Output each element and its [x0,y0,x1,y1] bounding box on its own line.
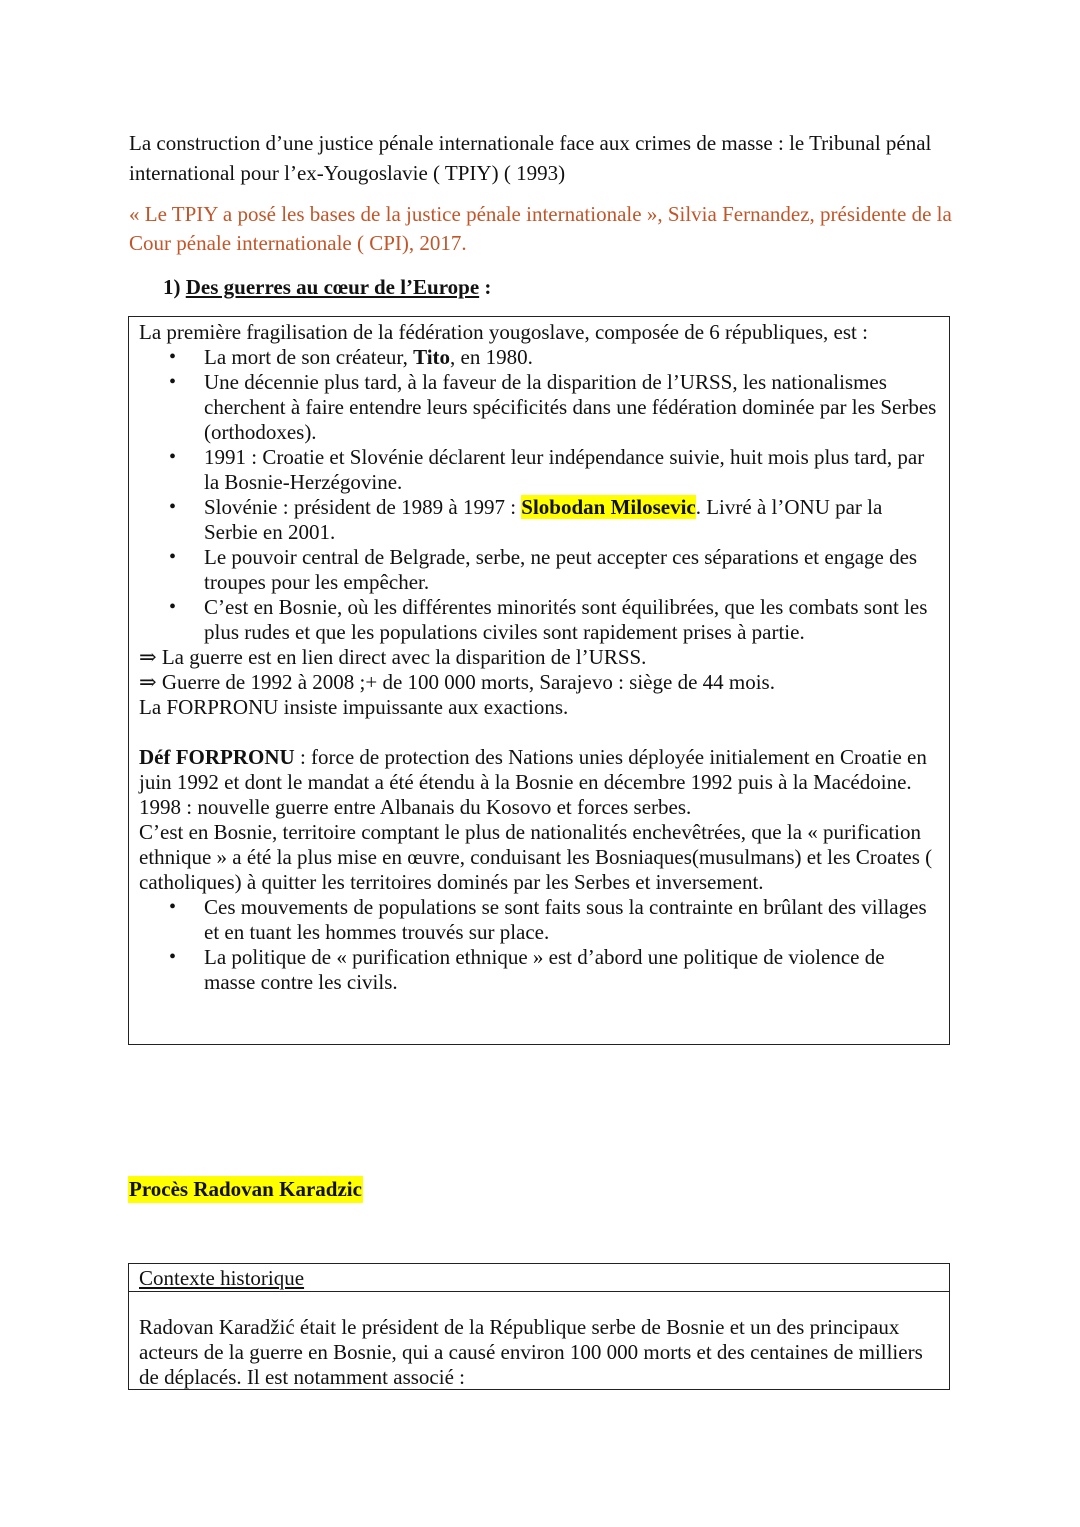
list-item: • Une décennie plus tard, à la faveur de la disparition de l’URSS, les nationalismes cherchent à faire entendre leurs spécificités dans une fédération dominée par les Serbes (orthodoxes). [139,370,939,445]
section-heading [163,273,491,301]
conclusion-arrow: ⇒ Guerre de 1992 à 2008 ;+ de 100 000 morts, Sarajevo : siège de 44 mois. [139,670,775,694]
epigraph-quote: « Le TPIY a posé les bases de la justice pénale internationale », Silvia Fernandez, présidente de la Cour pénale internationale ( CPI), 2017. [129,202,952,255]
kosovo-line: 1998 : nouvelle guerre entre Albanais du Kosovo et forces serbes. [139,795,692,819]
karadzic-heading: Procès Radovan Karadzic [129,1177,362,1201]
section-colon: : [479,275,492,299]
section-number: 1) [163,275,181,299]
text: . Livré à l’ONU par la Serbie en 2001. [204,495,883,544]
forpronu-definition [139,745,939,795]
list-item: • 1991 : Croatie et Slovénie déclarent leur indépendance suivie, huit mois plus tard, par la Bosnie-Herzégovine. [139,445,939,495]
context-table [128,1263,950,1390]
document-title: La construction d’une justice pénale internationale face aux crimes de masse : le Tribunal pénal international pour l’ex-Yougoslavie ( TPIY) ( 1993) [129,131,932,185]
text: , en 1980. [450,345,533,369]
context-header: Contexte historique [139,1266,305,1290]
context-body: Radovan Karadžić était le président de la République serbe de Bosnie et un des principaux acteurs de la guerre en Bosnie, qui a causé environ 100 000 morts et des centaines de milliers de déplacés. Il est notamment associé : [139,1315,923,1389]
list-item [139,345,939,370]
list-item: • Le pouvoir central de Belgrade, serbe, ne peut accepter ces séparations et engage des troupes pour les empêcher. [139,545,939,595]
causes-list [139,345,939,645]
text: Slovénie : président de 1989 à 1997 : [204,495,522,519]
section-title: Des guerres au cœur de l’Europe [185,275,480,299]
list-item: • C’est en Bosnie, où les différentes minorités sont équilibrées, que les combats sont les plus rudes et que les populations civiles sont rapidement prises à partie. [139,595,939,645]
context-header-cell [129,1264,949,1292]
list-item: • La politique de « purification ethnique » est d’abord une politique de violence de masse contre les civils. [139,945,939,995]
list-item: • Ces mouvements de populations se sont faits sous la contrainte en brûlant des villages et en tuant les hommes trouvés sur place. [139,895,939,945]
definition-text: : force de protection des Nations unies déployée initialement en Croatie en juin 1992 et dont le mandat a été étendu à la Bosnie en décembre 1992 puis à la Macédoine. [139,745,927,794]
conclusion-arrow: ⇒ La guerre est en lien direct avec la disparition de l’URSS. [139,645,647,669]
highlighted-name: Slobodan Milosevic [521,495,696,519]
box-intro: La première fragilisation de la fédération yougoslave, composée de 6 républiques, est : [139,320,868,344]
bold-text: Tito [413,345,451,369]
definition-term: Déf FORPRONU [139,745,295,769]
spacer [139,720,939,745]
list-item [139,495,939,545]
purification-paragraph: C’est en Bosnie, territoire comptant le plus de nationalités enchevêtrées, que la « purification ethnique » a été la plus mise en œuvre, conduisant les Bosniaques(musulmans) et les Croates ( catholiques) à quitter les territoires dominés par les Serbes et inversement. [139,820,933,894]
wars-summary-box [128,316,950,1045]
forpronu-line: La FORPRONU insiste impuissante aux exactions. [139,695,569,719]
text: La mort de son créateur, [204,345,414,369]
purification-list [139,895,939,995]
